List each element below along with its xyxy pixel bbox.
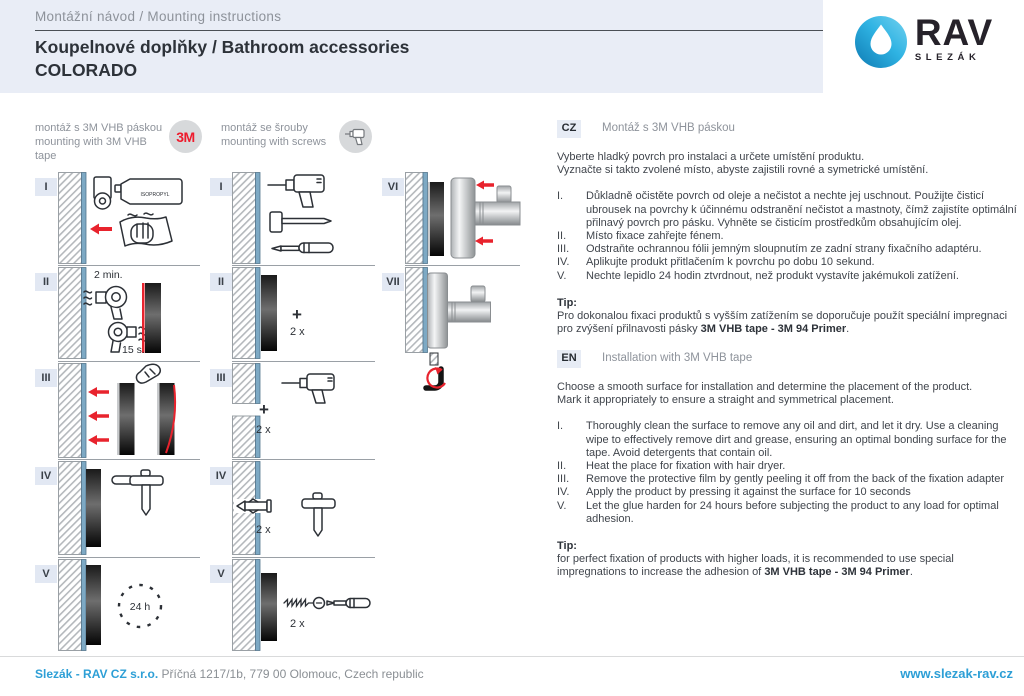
method-tape-label (35, 121, 167, 163)
cz-intro-line1: Vyberte hladký povrch pro instalaci a určete umístění produktu. (557, 151, 865, 163)
cz-tip-label: Tip: (557, 296, 577, 309)
en-badge: EN (557, 350, 581, 368)
en-intro-line1: Choose a smooth surface for installation and determine the placement of the product. (557, 381, 973, 393)
company-address: Příčná 1217/1b, 779 00 Olomouc, Czech republic (158, 667, 424, 681)
divider (58, 265, 200, 266)
en-intro (557, 381, 1019, 407)
method-screws-label (221, 121, 343, 149)
en-section (557, 350, 1019, 580)
step-screws-2-adapter-illustration (232, 267, 375, 359)
step-badge-screws-IV: IV (210, 467, 232, 485)
page-title-line2: COLORADO (35, 60, 138, 80)
time-label-15s: 15 s. (122, 344, 145, 356)
divider (232, 459, 375, 460)
en-tip-product: 3M VHB tape - 3M 94 Primer (764, 566, 910, 579)
step-final-6-mount-illustration (405, 172, 537, 264)
divider (58, 557, 200, 558)
list-item: I. Důkladně očistěte povrch od oleje a nečistot a nechte jej uschnout. Použijte čisticí ubrousek na povrchy k účinnému odstranění nečistot a mastnoty, čímž zajistíte optimální přilnavý povrch pro pásku. Vyhněte se čisticím prostředkům obsahujícím olej. (557, 190, 1017, 229)
red-arrow (476, 181, 494, 190)
water-drop-icon (854, 15, 908, 69)
plus-label: + (292, 305, 302, 324)
step-final-7-secure-illustration (405, 267, 537, 403)
brand-logo (823, 0, 1024, 118)
3m-logo-text: 3M (176, 128, 195, 145)
website-link[interactable]: www.slezak-rav.cz (900, 666, 1013, 681)
divider (232, 557, 375, 558)
red-arrow (475, 237, 493, 246)
en-heading: Installation with 3M VHB tape (602, 352, 753, 365)
list-item: III. Remove the protective film by gently peeling it off from the back of the fixation adapter (557, 473, 1005, 486)
red-arrow (88, 411, 109, 421)
step-badge-screws-III: III (210, 369, 232, 387)
step-badge-tape-V: V (35, 565, 57, 583)
method-screws-en: mounting with screws (221, 136, 327, 148)
list-item: V. Let the glue harden for 24 hours before subjecting the product to any load for optimal adhesion. (557, 499, 999, 525)
cz-tip-text: Pro dokonalou fixaci produktů s vyšším zatížením se doporučuje použít speciální impregnaci pro zvýšení přilnavosti pásky (557, 310, 1008, 336)
step-tape-2-heat-illustration (58, 267, 200, 359)
cz-section (557, 120, 1019, 336)
page-title-line1: Koupelnové doplňky / Bathroom accessories (35, 37, 410, 57)
list-item: II. Místo fixace zahřejte fénem. (557, 230, 724, 243)
step-badge-final-VII: VII (382, 273, 404, 291)
step-badge-tape-I: I (35, 178, 57, 196)
drill-icon-badge (339, 120, 372, 153)
step-screws-4-dowel-illustration (232, 461, 375, 555)
list-item: II. Heat the place for fixation with hair dryer. (557, 460, 786, 473)
step-tape-5-wait-illustration (58, 559, 200, 651)
red-arrow (90, 224, 112, 235)
red-arrow (88, 435, 109, 445)
time-label-2min: 2 min. (94, 269, 123, 281)
step-badge-tape-II: II (35, 273, 57, 291)
cz-badge: CZ (557, 120, 581, 138)
plus-label: + (259, 400, 269, 419)
list-item: IV. Aplikujte produkt přitlačením k povrchu po dobu 10 sekund. (557, 256, 875, 269)
footer-address (35, 667, 424, 681)
logo-name: RAV (914, 12, 994, 53)
page-title (35, 36, 409, 82)
en-tip-label: Tip: (557, 540, 577, 553)
divider (232, 265, 375, 266)
cz-intro (557, 151, 1019, 177)
step-tape-4-apply-illustration (58, 461, 200, 555)
method-screws-cz: montáž se šrouby (221, 122, 308, 134)
cz-intro-line2: Vyznačte si takto zvolené místo, abyste zajistili rovné a symetrické umístění. (557, 164, 929, 177)
list-item: III. Odstraňte ochrannou fólii jemným sloupnutím ze zadní strany fixačního adaptéru. (557, 243, 982, 256)
cz-tip-product: 3M VHB tape - 3M 94 Primer (700, 323, 847, 336)
company-name: Slezák - RAV CZ s.r.o. (35, 667, 159, 681)
red-arrow (88, 387, 109, 397)
divider (58, 459, 200, 460)
document-kind: Montážní návod / Mounting instructions (35, 9, 282, 24)
drill-icon (345, 128, 367, 146)
divider (405, 265, 520, 266)
qty-label: 2 x (290, 326, 305, 338)
step-badge-tape-IV: IV (35, 467, 57, 485)
qty-label: 2 x (256, 524, 271, 536)
method-tape-en: mounting with 3M VHB tape (35, 136, 147, 162)
step-tape-1-clean-illustration (58, 172, 200, 264)
cz-heading: Montáž s 3M VHB páskou (602, 122, 735, 135)
step-badge-final-VI: VI (382, 178, 404, 196)
step-badge-tape-III: III (35, 369, 57, 387)
cz-step-list (557, 190, 1019, 282)
divider (58, 361, 200, 362)
step-screws-1-tools-illustration (232, 172, 375, 264)
list-item: V. Nechte lepidlo 24 hodin ztvrdnout, než produkt vystavíte jakémukoli zatížení. (557, 269, 959, 282)
isopropyl-label: ISOPROPYL (140, 192, 170, 198)
qty-label: 2 x (290, 618, 305, 630)
divider (232, 361, 375, 362)
en-tip: Tip: for perfect fixation of products with higher loads, it is recommended to use special impregnations to increase the adhesion of 3M VHB tape - 3M 94 Primer. (557, 540, 954, 579)
step-badge-screws-II: II (210, 273, 232, 291)
step-badge-screws-I: I (210, 178, 232, 196)
step-screws-3-drill-illustration (232, 363, 375, 458)
qty-label: 2 x (256, 424, 271, 436)
header-rule (35, 30, 823, 31)
logo-subname: SLEZÁK (914, 52, 981, 63)
list-item: I. Thoroughly clean the surface to remove any oil and dirt, and let it dry. Use a cleaning wipe to effectively remove dirt and grease, ensuring an optimal bonding surface for the tape. Avoid detergents that contain oil. (557, 420, 1007, 459)
time-label-24h: 24 h (129, 601, 151, 613)
step-screws-5-screw-illustration (232, 559, 375, 651)
list-item: IV. Apply the product by pressing it against the surface for 10 seconds (557, 486, 911, 499)
en-step-list (557, 420, 1019, 526)
step-tape-3-peel-illustration (58, 363, 200, 458)
step-badge-screws-V: V (210, 565, 232, 583)
en-tip-text: for perfect fixation of products with higher loads, it is recommended to use special impregnations to increase the adhesion of (557, 553, 954, 579)
cz-tip: Tip: Pro dokonalou fixaci produktů s vyšším zatížením se doporučuje použít speciální impregnaci pro zvýšení přilnavosti pásky 3M VHB tape - 3M 94 Primer. (557, 296, 1008, 336)
footer-rule (0, 656, 1024, 657)
method-tape-cz: montáž s 3M VHB páskou (35, 122, 163, 134)
3m-logo (169, 120, 202, 153)
en-intro-line2: Mark it appropriately to ensure a straight and symmetrical placement. (557, 394, 894, 407)
